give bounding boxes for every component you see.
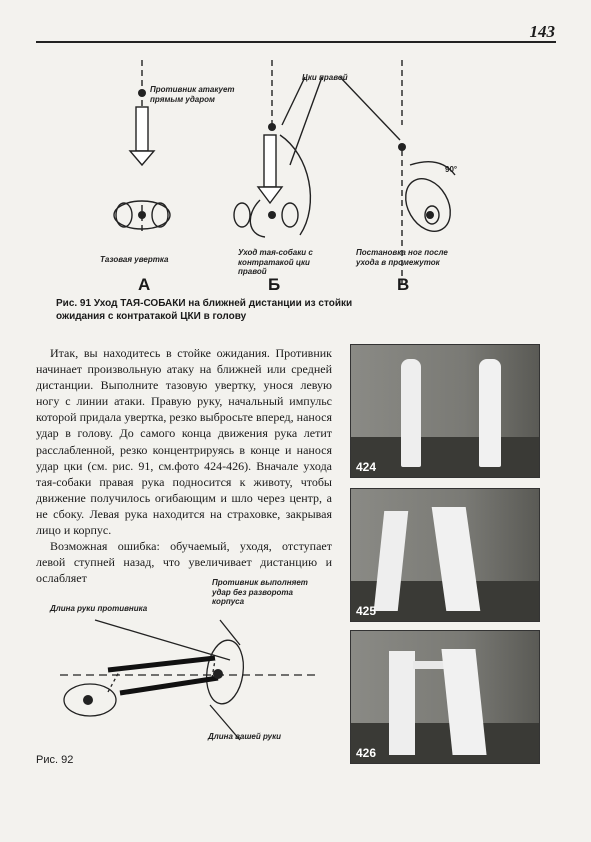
photo-425	[350, 488, 540, 622]
label-your-arm-length: Длина вашей руки	[208, 732, 282, 741]
label-opponent-arm-length: Длина руки противника	[50, 604, 148, 613]
photo-424	[350, 344, 540, 478]
annotation-tsuki-right: Цки правой	[302, 73, 348, 82]
paragraph-2: Возможная ошибка: обучаемый, уходя, отступает левой ступней назад, что увеличивает дистанцию и ослабляет	[36, 539, 332, 586]
figure-91-caption: Рис. 91 Уход ТАЯ-СОБАКИ на ближней дистанции из стойки ожидания с контратакой ЦКИ в голову	[56, 298, 353, 322]
fighter-right	[479, 359, 501, 467]
photo-426	[350, 630, 540, 764]
letter-a: А	[138, 275, 151, 294]
label-hip-evasion: Тазовая увертка	[100, 255, 169, 264]
label-opponent-strike: Противник выполняет удар без разворота корпуса	[212, 578, 308, 606]
letter-c: В	[397, 275, 410, 294]
body-text	[36, 345, 332, 586]
label-foot-placement: Постановка ног после ухода в промежуток	[356, 248, 448, 267]
label-dog-evasion: Уход тая-собаки с контратакой цки правой	[238, 248, 313, 276]
paragraph-1: Итак, вы находитесь в стойке ожидания. Противник начинает произвольную атаку на ближней или средней дистанции. Выполните тазовую увертку, унося левую ногу с линии атаки. Правую руку, начальный импульс которой придала увертка, резко выбросьте вперед, нанося удар в голову. До самого конца движения рука летит расслабленной, резко концентрируясь в конце и нанося удар цки (см. рис. 91, см.фото 424-426). Вначале ухода тая-собаки правая рука подносится к животу, чтобы движение получилось огибающим и шло через центр, а не сбоку. Левая рука находится на страховке, закрывая лицо и корпус.	[36, 346, 332, 538]
photo-number: 426	[356, 746, 377, 760]
photo-number: 425	[356, 604, 377, 618]
annotation-opponent-attacks: Противник атакует прямым ударом	[150, 85, 235, 104]
figure-92-diagram	[40, 600, 340, 750]
header-rule	[36, 41, 556, 43]
photo-number: 424	[356, 460, 377, 474]
fighter-left	[401, 359, 421, 467]
head-markers	[138, 89, 434, 219]
fighter-left	[389, 651, 415, 755]
angle-label: 90°	[445, 165, 458, 174]
letter-b: Б	[268, 275, 281, 294]
figure-92-caption: Рис. 92	[36, 754, 74, 766]
page-number: 143	[529, 22, 555, 41]
